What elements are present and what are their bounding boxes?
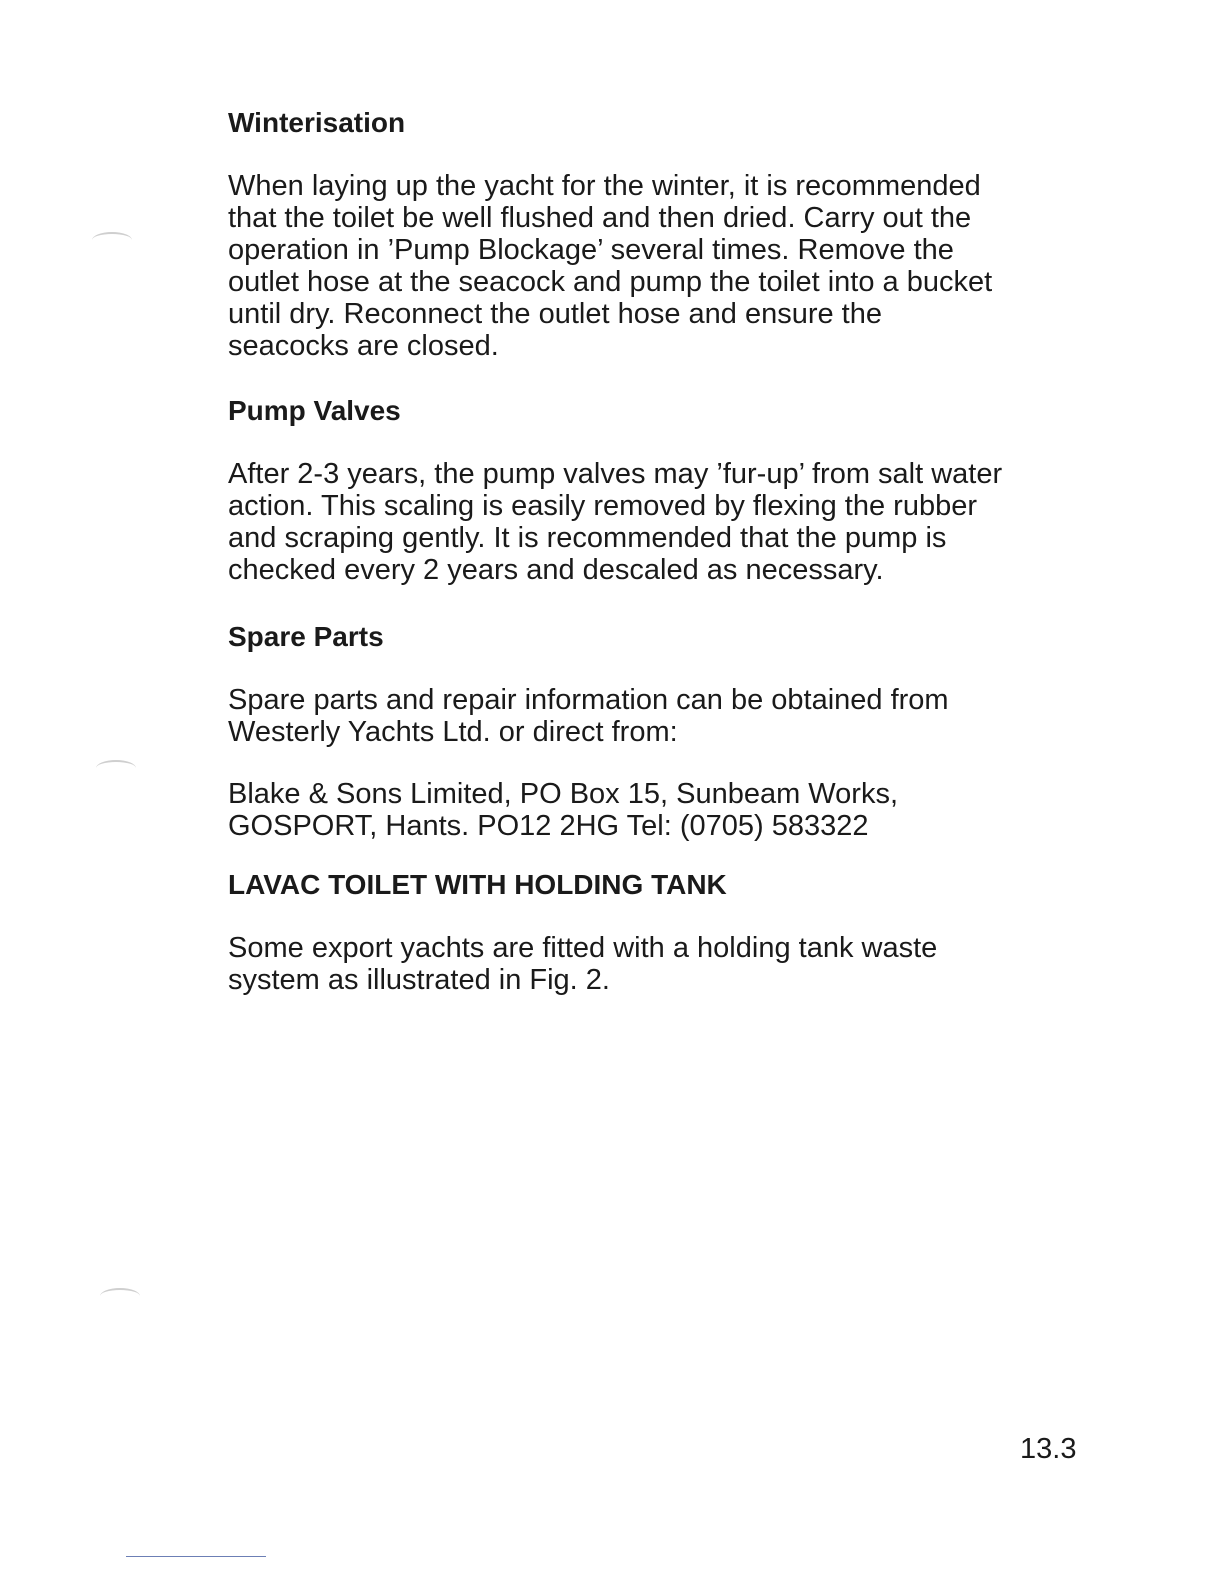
section-body-pump-valves: After 2-3 years, the pump valves may ’fur-up’ from salt water action. This scaling is easily removed by flexing the rubber and scraping gently. It is recommended that the pump is checked every 2 years and descaled as necessary. (228, 458, 1003, 586)
section-heading-pump-valves: Pump Valves (228, 395, 401, 426)
punch-hole-mark (92, 232, 132, 248)
page-number: 13.3 (1020, 1433, 1077, 1465)
bottom-rule (126, 1556, 266, 1557)
section-body-winterisation: When laying up the yacht for the winter, it is recommended that the toilet be well flushed and then dried. Carry out the operation in ’Pump Blockage’ several times. Remove the outlet hose at the seacock and pump the toilet into a bucket until dry. Reconnect the outlet hose and ensure the seacocks are closed. (228, 170, 993, 362)
section-body-spare-parts: Spare parts and repair information can be obtained from Westerly Yachts Ltd. or direct from: (228, 684, 949, 748)
supplier-address: Blake & Sons Limited, PO Box 15, Sunbeam Works, GOSPORT, Hants. PO12 2HG Tel: (0705) 583322 (228, 778, 899, 842)
section-body-lavac-toilet: Some export yachts are fitted with a holding tank waste system as illustrated in Fig. 2. (228, 932, 938, 996)
punch-hole-mark (100, 1288, 140, 1304)
section-heading-winterisation: Winterisation (228, 107, 406, 138)
section-heading-lavac-toilet: LAVAC TOILET WITH HOLDING TANK (228, 869, 727, 900)
punch-hole-mark (96, 760, 136, 776)
section-heading-spare-parts: Spare Parts (228, 621, 384, 652)
